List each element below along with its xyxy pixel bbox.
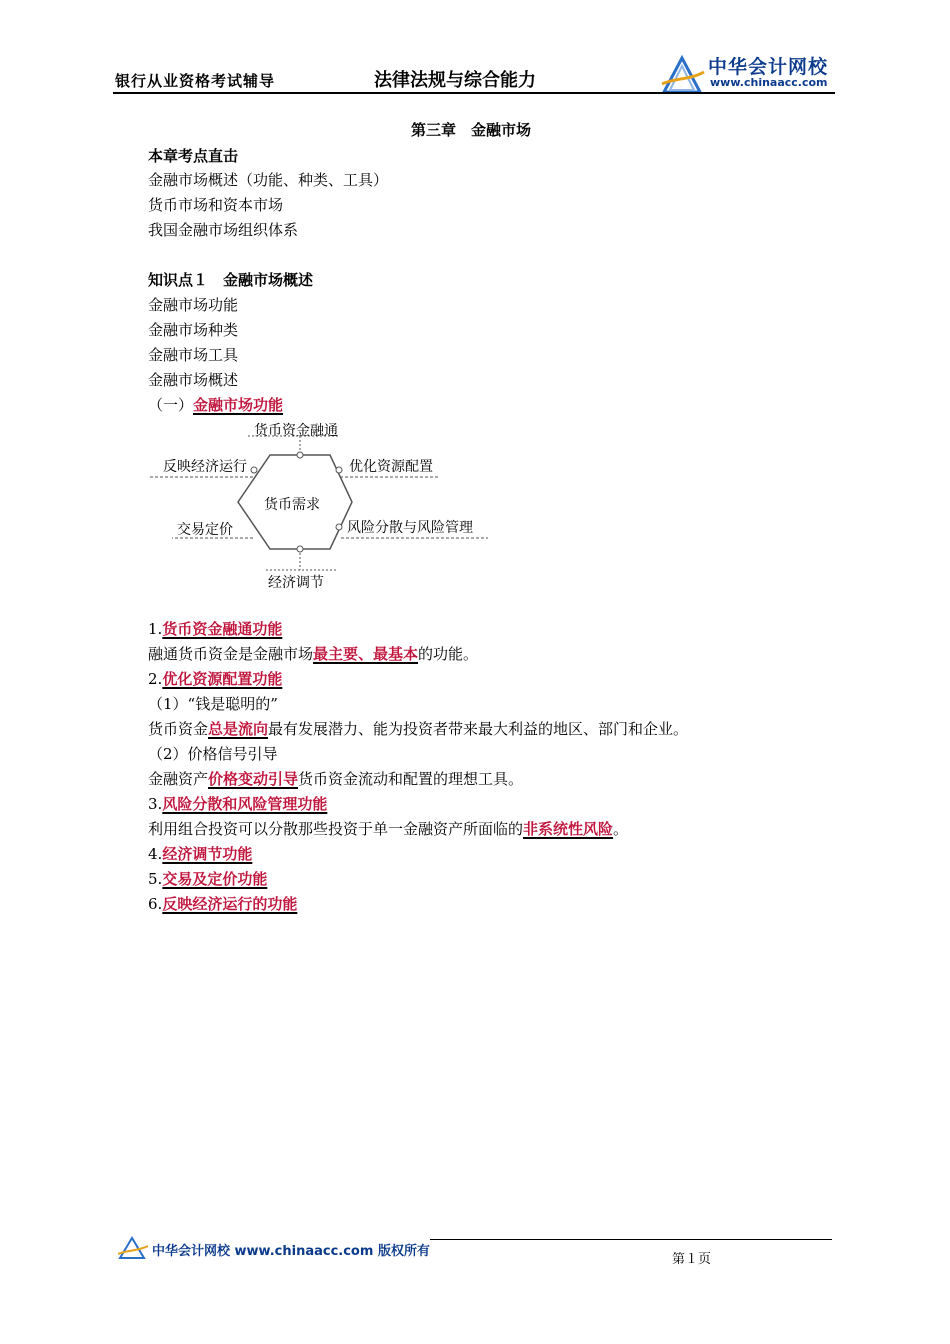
diagram-lower-right-label: 风险分散与风险管理	[347, 520, 473, 536]
section-6-heading	[148, 894, 297, 914]
footer-copyright: 中华会计网校 www.chinaacc.com 版权所有	[152, 1244, 430, 1259]
section-5-heading	[148, 869, 267, 889]
text-run: 。	[613, 820, 629, 838]
highlight-text: 非系统性风险	[523, 820, 614, 838]
overview-item: 金融市场概述（功能、种类、工具）	[148, 171, 389, 189]
text-run: 货币资金	[148, 720, 209, 738]
kp1-sub-title: 金融市场功能	[193, 396, 284, 414]
section-number: 1.	[148, 620, 163, 638]
highlight-text: 最主要、最基本	[313, 645, 419, 663]
section-2-heading	[148, 669, 282, 689]
text-run: 融通货币资金是金融市场	[148, 645, 314, 663]
kp1-sub-prefix: （一）	[148, 396, 194, 414]
diagram-bottom-label: 经济调节	[268, 575, 324, 591]
functions-diagram	[148, 418, 493, 593]
overview-heading: 本章考点直击	[148, 147, 239, 165]
highlight-text: 总是流向	[208, 720, 269, 738]
section-1-heading	[148, 619, 282, 639]
footer-logo-icon	[118, 1236, 148, 1260]
section-2-text-2	[148, 769, 523, 789]
section-2-text-1	[148, 719, 688, 739]
section-number: 5.	[148, 870, 163, 888]
section-title: 交易及定价功能	[162, 870, 268, 888]
section-4-heading	[148, 844, 252, 864]
chapter-title: 第三章 金融市场	[411, 121, 532, 139]
section-title: 反映经济运行的功能	[162, 895, 298, 913]
section-1-text	[148, 644, 478, 664]
kp1-item: 金融市场工具	[148, 346, 239, 364]
diagram-upper-right-label: 优化资源配置	[349, 459, 433, 475]
kp1-heading: 知识点１ 金融市场概述	[148, 271, 314, 289]
header-left-title: 银行从业资格考试辅导	[115, 72, 276, 90]
logo-url: www.chinaacc.com	[710, 76, 828, 89]
section-number: 2.	[148, 670, 163, 688]
overview-item: 我国金融市场组织体系	[148, 221, 299, 239]
diagram-upper-left-label: 反映经济运行	[163, 459, 247, 475]
highlight-text: 价格变动引导	[208, 770, 299, 788]
diagram-lines	[148, 418, 493, 593]
text-run: 利用组合投资可以分散那些投资于单一金融资产所面临的	[148, 820, 524, 838]
text-run: 金融资产	[148, 770, 209, 788]
section-title: 风险分散和风险管理功能	[162, 795, 328, 813]
section-2-sub-1: （1）“钱是聪明的”	[148, 695, 278, 713]
kp1-item: 金融市场概述	[148, 371, 239, 389]
section-number: 3.	[148, 795, 163, 813]
diagram-lower-left-label: 交易定价	[177, 522, 233, 538]
section-number: 6.	[148, 895, 163, 913]
section-title: 货币资金融通功能	[162, 620, 283, 638]
brand-logo	[660, 52, 840, 94]
kp1-item: 金融市场功能	[148, 296, 239, 314]
section-2-sub-2: （2）价格信号引导	[148, 745, 278, 763]
section-title: 经济调节功能	[162, 845, 253, 863]
header-center-title: 法律法规与综合能力	[374, 70, 536, 91]
section-3-text	[148, 819, 628, 839]
text-run: 的功能。	[418, 645, 479, 663]
overview-item: 货币市场和资本市场	[148, 196, 284, 214]
text-run: 货币资金流动和配置的理想工具。	[298, 770, 524, 788]
logo-name: 中华会计网校	[708, 56, 829, 78]
brand-triangle-icon	[660, 54, 706, 94]
kp1-item: 金融市场种类	[148, 321, 239, 339]
footer-divider	[430, 1239, 832, 1240]
text-run: 最有发展潜力、能为投资者带来最大利益的地区、部门和企业。	[268, 720, 689, 738]
diagram-top-label: 货币资金融通	[254, 423, 338, 439]
kp1-subheading	[148, 395, 283, 415]
page-number: 第１页	[672, 1252, 712, 1267]
section-title: 优化资源配置功能	[162, 670, 283, 688]
diagram-center-label: 货币需求	[264, 497, 320, 513]
section-3-heading	[148, 794, 327, 814]
section-number: 4.	[148, 845, 163, 863]
header-divider	[113, 92, 835, 94]
